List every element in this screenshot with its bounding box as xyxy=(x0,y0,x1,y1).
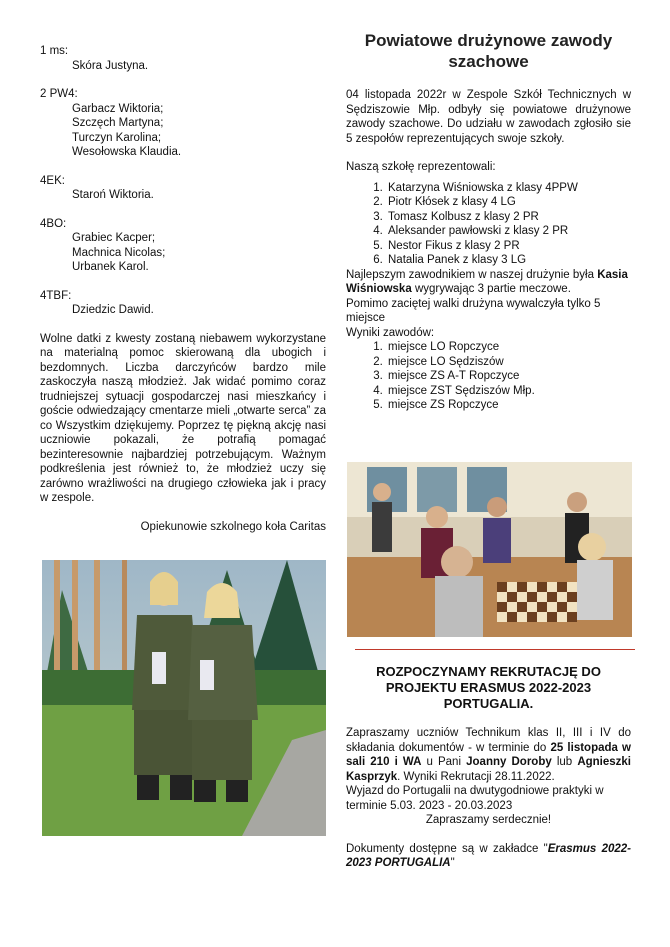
group-label: 4EK: xyxy=(40,174,65,187)
erasmus-p3: Zapraszamy serdecznie! xyxy=(425,814,552,826)
group-label: 4TBF: xyxy=(40,289,72,302)
player-item: 1. Katarzyna Wiśniowska z klasy 4PPW xyxy=(386,181,631,196)
chess-title: Powiatowe drużynowe zawody szachowe xyxy=(364,31,613,71)
result-item: 4. miejsce ZST Sędziszów Młp. xyxy=(386,384,631,399)
results-list xyxy=(346,340,631,413)
student-groups xyxy=(40,44,326,318)
student-name: Wesołowska Klaudia. xyxy=(72,146,182,158)
group-label: 2 PW4: xyxy=(40,88,78,100)
erasmus-p4: Dokumenty dostępne są w zakładce "Erasmus 2022-2023 PORTUGALIA" xyxy=(346,842,631,869)
result-item: 1. miejsce LO Ropczyce xyxy=(386,340,631,355)
student-name: Staroń Wiktoria. xyxy=(72,189,154,201)
student-name: Skóra Justyna. xyxy=(72,59,149,72)
team-result: Pomimo zaciętej walki drużyna wywalczyła tylko 5 miejsce xyxy=(346,297,601,324)
student-group xyxy=(40,217,326,275)
group-label: 1 ms: xyxy=(40,45,69,57)
reps-label: Naszą szkołę reprezentowali: xyxy=(346,161,496,173)
student-group xyxy=(40,44,326,73)
player-item: 4. Aleksander pawłowski z klasy 2 PR xyxy=(386,224,631,239)
player-item: 6. Natalia Panek z klasy 3 LG xyxy=(386,253,631,268)
student-name: Grabiec Kacper; xyxy=(72,232,156,244)
best-player-name: Kasia Wiśniowska xyxy=(346,268,628,295)
caritas-section xyxy=(40,44,326,534)
player-item: 2. Piotr Kłósek z klasy 4 LG xyxy=(386,195,631,210)
erasmus-section xyxy=(346,664,631,871)
group-label: 4BO: xyxy=(40,217,67,230)
student-name: Szczęch Martyna; xyxy=(72,117,164,129)
student-name: Garbacz Wiktoria; xyxy=(72,102,164,115)
chess-section xyxy=(346,30,631,413)
student-name: Urbanek Karol. xyxy=(72,261,149,273)
erasmus-title: ROZPOCZYNAMY REKRUTACJĘ DO PROJEKTU ERASMUS 2022-2023 PORTUGALIA. xyxy=(376,664,601,711)
erasmus-p2: Wyjazd do Portugalii na dwutygodniowe praktyki w terminie 5.03. 2023 - 20.03.2023 xyxy=(346,785,604,812)
erasmus-p1: Zapraszamy uczniów Technikum klas II, III i IV do składania dokumentów - w terminie do 25 listopada w sali 210 i WA u Pani Joanny Doroby lub Agnieszki Kasprzyk. Wyniki Rekrutacji 28.11.2022. xyxy=(346,727,632,783)
student-group xyxy=(40,289,326,318)
results-label: Wyniki zawodów: xyxy=(346,326,435,339)
student-group xyxy=(40,87,326,160)
student-name: Turczyn Karolina; xyxy=(72,131,162,144)
caritas-photo xyxy=(42,560,326,836)
caritas-paragraph: Wolne datki z kwesty zostaną niebawem wykorzystane na materialną pomoc skierowaną dla ubogich i bezdomnych. Liczba darczyńców bardzo mile zaskoczyła naszą młodzież. Jak widać pomimo coraz trudniejszej sytuacji gospodarczej nasi mieszkańcy i goście odwiedzający cmentarze mieli „otwarte serca” za co Wszystkim dziękujemy. Poprzez tę piękną akcję nasi uczniowie pokazali, że potrafią pomagać bezinteresownie najbardziej potrzebującym. Ważnym podkreślenia jest również to, że młodzież uczy się zarówno wrażliwości na drugiego człowieka jak i pracy w zespole. xyxy=(40,332,326,504)
player-item: 3. Tomasz Kolbusz z klasy 2 PR xyxy=(386,210,631,225)
student-name: Dziedzic Dawid. xyxy=(72,304,154,316)
section-divider xyxy=(355,649,635,650)
result-item: 2. miejsce LO Sędziszów xyxy=(386,355,631,370)
student-group xyxy=(40,174,326,203)
chess-intro: 04 listopada 2022r w Zespole Szkół Technicznych w Sędziszowie Młp. odbyły się powiatowe drużynowe zawody szachowe. Do udziału w zawodach zgłosiło sie 5 zespołów reprezentujących swoje szkoły. xyxy=(346,89,631,145)
result-item: 3. miejsce ZS A-T Ropczyce xyxy=(386,369,631,384)
player-item: 5. Nestor Fikus z klasy 2 PR xyxy=(386,239,631,254)
best-player: Najlepszym zawodnikiem w naszej drużynie była Kasia Wiśniowska wygrywając 3 partie meczowe. xyxy=(346,268,628,295)
chess-photo xyxy=(347,462,632,637)
student-name: Machnica Nicolas; xyxy=(72,246,166,259)
caritas-signature: Opiekunowie szkolnego koła Caritas xyxy=(140,520,326,533)
players-list xyxy=(346,181,631,268)
result-item: 5. miejsce ZS Ropczyce xyxy=(386,398,631,413)
